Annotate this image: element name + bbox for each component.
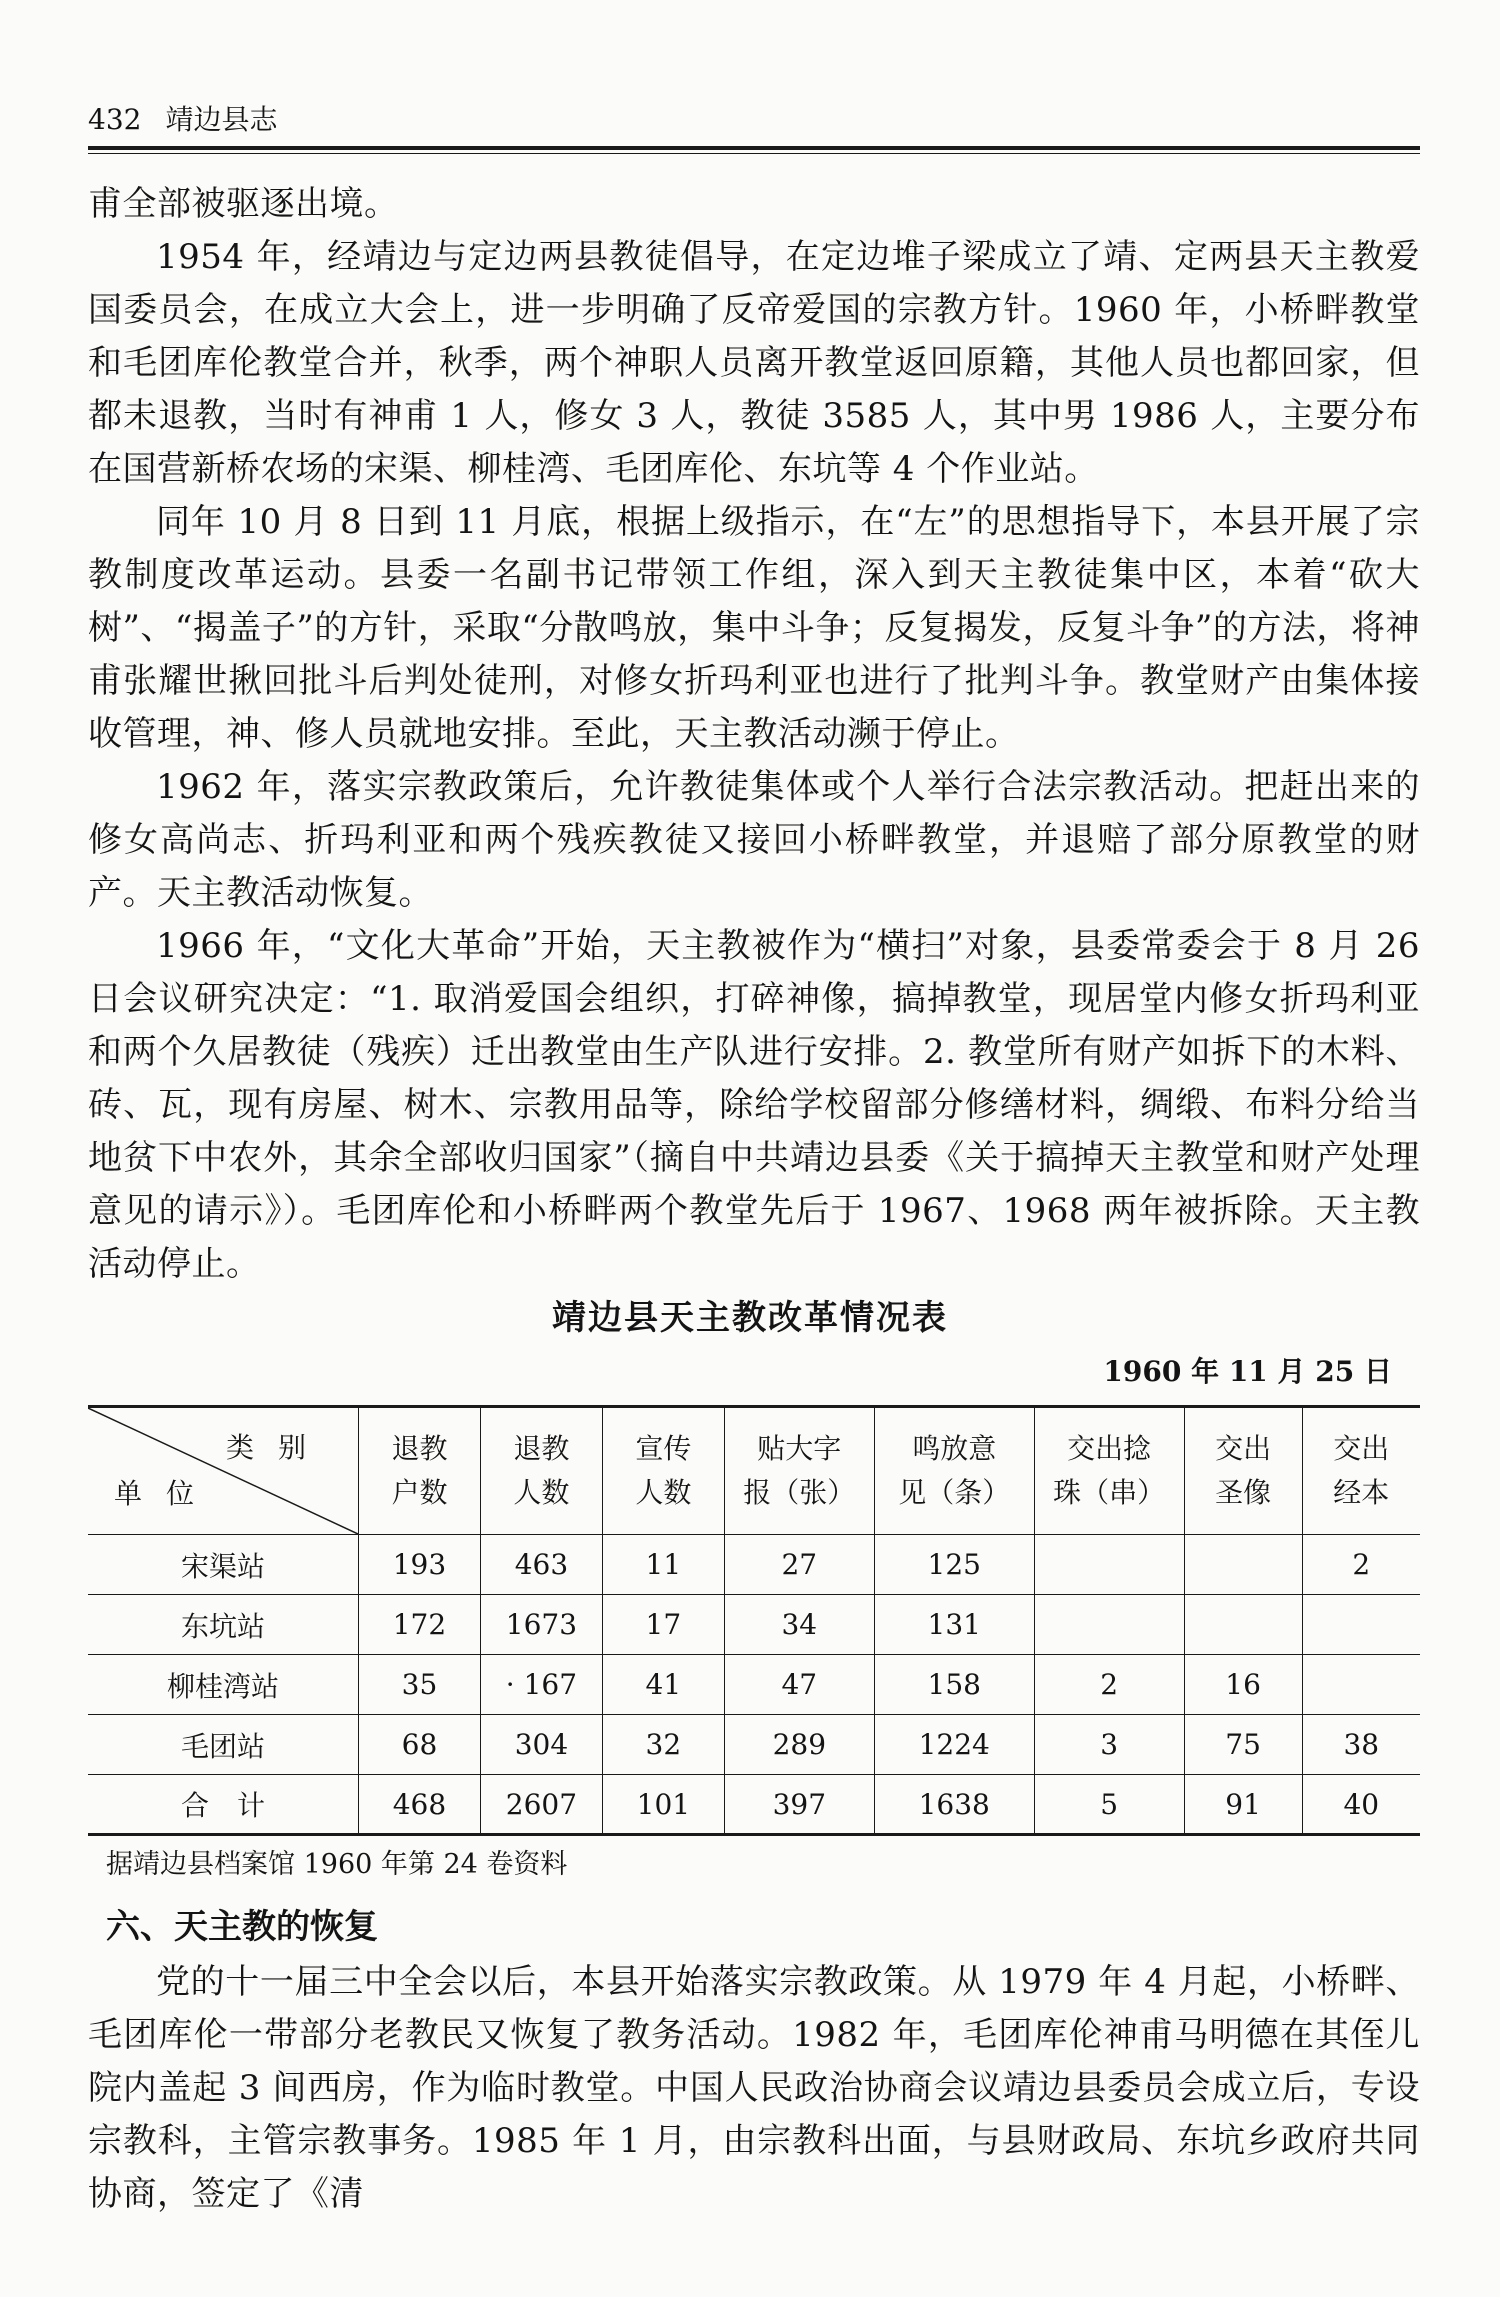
table-row — [88, 1715, 1420, 1775]
column-header: 宣传 人数 — [602, 1407, 724, 1535]
table-cell — [1034, 1535, 1184, 1595]
row-unit: 毛团站 — [88, 1715, 359, 1775]
table-cell: 2607 — [480, 1775, 602, 1835]
table-cell: 11 — [602, 1535, 724, 1595]
table-cell: 397 — [724, 1775, 874, 1835]
table-cell: 1638 — [874, 1775, 1034, 1835]
row-unit: 合 计 — [88, 1775, 359, 1835]
table-cell — [1302, 1595, 1420, 1655]
row-unit: 柳桂湾站 — [88, 1655, 359, 1715]
corner-category: 类别 — [225, 1431, 330, 1464]
table-cell: 35 — [359, 1655, 481, 1715]
table-cell: 101 — [602, 1775, 724, 1835]
header-rule-thin — [88, 153, 1420, 154]
table-title: 靖边县天主教改革情况表 — [552, 1298, 948, 1338]
table-cell: 3 — [1034, 1715, 1184, 1775]
corner-unit: 单位 — [114, 1477, 219, 1510]
table-cell: 41 — [602, 1655, 724, 1715]
table-cell: 47 — [724, 1655, 874, 1715]
paragraph: 党的十一届三中全会以后，本县开始落实宗教政策。从 1979 年 4 月起，小桥畔、毛团库伦一带部分老教民又恢复了教务活动。1982 年，毛团库伦神甫马明德在其侄儿院内盖起 3 间西房，作为临时教堂。中国人民政治协商会议靖边县委员会成立后，专设宗教科，主管宗教事务。1985 年 1 月，由宗教科出面，与县财政局、东坑乡政府共同协商，签定了《清 — [88, 1962, 1420, 2214]
table-total-row — [88, 1775, 1420, 1835]
paragraph: 1954 年，经靖边与定边两县教徒倡导，在定边堆子梁成立了靖、定两县天主教爱国委员会，在成立大会上，进一步明确了反帝爱国的宗教方针。1960 年，小桥畔教堂和毛团库伦教堂合并，秋季，两个神职人员离开教堂返回原籍，其他人员也都回家，但都未退教，当时有神甫 1 人，修女 3 人，教徒 3585 人，其中男 1986 人，主要分布在国营新桥农场的宋渠、柳桂湾、毛团库伦、东坑等 4 个作业站。 — [88, 237, 1420, 489]
table-cell: 172 — [359, 1595, 481, 1655]
paragraph: 同年 10 月 8 日到 11 月底，根据上级指示，在“左”的思想指导下，本县开展了宗教制度改革运动。县委一名副书记带领工作组，深入到天主教徒集中区，本着“砍大树”、“揭盖子”的方针，采取“分散鸣放，集中斗争；反复揭发，反复斗争”的方法，将神甫张耀世揪回批斗后判处徒刑，对修女折玛利亚也进行了批判斗争。教堂财产由集体接收管理，神、修人员就地安排。至此，天主教活动濒于停止。 — [88, 502, 1420, 754]
table-cell: 17 — [602, 1595, 724, 1655]
table-cell: 32 — [602, 1715, 724, 1775]
table-cell: 27 — [724, 1535, 874, 1595]
table-cell — [1302, 1655, 1420, 1715]
table-cell: 34 — [724, 1595, 874, 1655]
corner-header — [88, 1407, 359, 1535]
table-cell: 40 — [1302, 1775, 1420, 1835]
header-rule-thick — [88, 146, 1420, 150]
table-cell: 125 — [874, 1535, 1034, 1595]
table-cell: 304 — [480, 1715, 602, 1775]
table-cell: 468 — [359, 1775, 481, 1835]
table-cell: · 167 — [480, 1655, 602, 1715]
table-cell: 38 — [1302, 1715, 1420, 1775]
table-cell — [1184, 1595, 1302, 1655]
table-cell — [1184, 1535, 1302, 1595]
section-heading: 六、天主教的恢复 — [106, 1907, 378, 1947]
table-row — [88, 1535, 1420, 1595]
table-header-row — [88, 1407, 1420, 1535]
body-text-bottom — [88, 1956, 1420, 2221]
paragraph: 甫全部被驱逐出境。 — [88, 184, 399, 224]
column-header: 交出 经本 — [1302, 1407, 1420, 1535]
table-cell: 2 — [1034, 1655, 1184, 1715]
table-cell: 193 — [359, 1535, 481, 1595]
table-cell: 91 — [1184, 1775, 1302, 1835]
table-cell: 158 — [874, 1655, 1034, 1715]
book-title: 靖边县志 — [165, 103, 278, 136]
column-header: 贴大字 报（张） — [724, 1407, 874, 1535]
column-header: 退教 人数 — [480, 1407, 602, 1535]
page-header — [88, 100, 1416, 140]
reform-table — [88, 1405, 1420, 1836]
column-header: 交出 圣像 — [1184, 1407, 1302, 1535]
column-header: 退教 户数 — [359, 1407, 481, 1535]
row-unit: 宋渠站 — [88, 1535, 359, 1595]
table-cell: 1224 — [874, 1715, 1034, 1775]
table-source-note: 据靖边县档案馆 1960 年第 24 卷资料 — [106, 1849, 568, 1880]
table-row — [88, 1595, 1420, 1655]
table-cell: 68 — [359, 1715, 481, 1775]
table-cell: 16 — [1184, 1655, 1302, 1715]
column-header: 鸣放意 见（条） — [874, 1407, 1034, 1535]
body-text-top — [88, 178, 1420, 1291]
table-cell: 131 — [874, 1595, 1034, 1655]
table-cell: 5 — [1034, 1775, 1184, 1835]
paragraph: 1962 年，落实宗教政策后，允许教徒集体或个人举行合法宗教活动。把赶出来的修女高尚志、折玛利亚和两个残疾教徒又接回小桥畔教堂，并退赔了部分原教堂的财产。天主教活动恢复。 — [88, 767, 1420, 913]
table-cell: 289 — [724, 1715, 874, 1775]
table-cell: 1673 — [480, 1595, 602, 1655]
page-number: 432 — [88, 103, 142, 136]
table-cell: 2 — [1302, 1535, 1420, 1595]
table-cell: 75 — [1184, 1715, 1302, 1775]
table-row — [88, 1655, 1420, 1715]
column-header: 交出捻 珠（串） — [1034, 1407, 1184, 1535]
table-date: 1960 年 11 月 25 日 — [1103, 1355, 1392, 1388]
paragraph: 1966 年，“文化大革命”开始，天主教被作为“横扫”对象，县委常委会于 8 月 26 日会议研究决定：“1. 取消爱国会组织，打碎神像，搞掉教堂，现居堂内修女折玛利亚和两个久居教徒（残疾）迁出教堂由生产队进行安排。2. 教堂所有财产如拆下的木料、砖、瓦，现有房屋、树木、宗教用品等，除给学校留部分修缮材料，绸缎、布料分给当地贫下中农外，其余全部收归国家”（摘自中共靖边县委《关于搞掉天主教堂和财产处理意见的请示》）。毛团库伦和小桥畔两个教堂先后于 1967、1968 两年被拆除。天主教活动停止。 — [88, 926, 1420, 1284]
row-unit: 东坑站 — [88, 1595, 359, 1655]
table-cell — [1034, 1595, 1184, 1655]
table-cell: 463 — [480, 1535, 602, 1595]
